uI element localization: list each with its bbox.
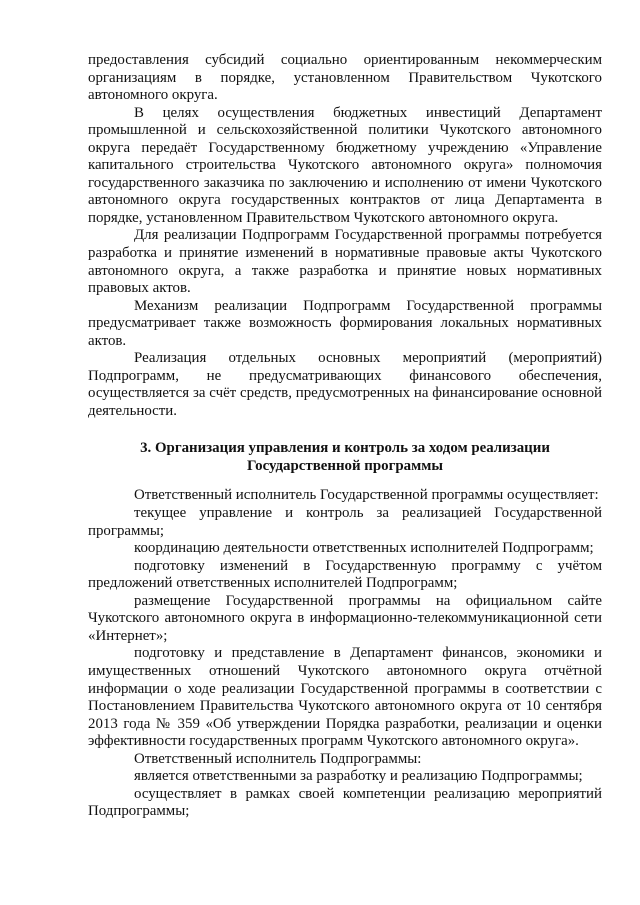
paragraph-reporting: подготовку и представление в Департамент финансов, экономики и имущественных отношений Чукотского автономного округа отчётной информации о ходе реализации Государственной программы в соответствии с Постановлением Правительства Чукотского автономного округа от 10 сентября 2013 года № 359 «Об утверждении Порядка разработки, реализации и оценки эффективности государственных программ Чукотского автономного округа». xyxy=(88,645,602,750)
page-content xyxy=(88,52,602,821)
paragraph-local-acts: Механизм реализации Подпрограмм Государственной программы предусматривает также возможность формирования локальных нормативных актов. xyxy=(88,297,602,349)
paragraph-current-management: текущее управление и контроль за реализацией Государственной программы; xyxy=(88,505,602,539)
paragraph-subsidies-continuation: предоставления субсидий социально ориентированным некоммерческим организациям в порядке, установленном Правительством Чукотского автономного округа. xyxy=(88,52,602,104)
paragraph-responsibility: является ответственными за разработку и реализацию Подпрограммы; xyxy=(134,768,583,785)
paragraph-normative-acts: Для реализации Подпрограмм Государственной программы потребуется разработка и принятие изменений в нормативные правовые акты Чукотского автономного округа, а также разработка и принятие новых нормативных правовых актов. xyxy=(88,227,602,297)
section-heading xyxy=(88,440,602,475)
section-heading-line-1: 3. Организация управления и контроль за ходом реализации xyxy=(140,440,550,457)
section-heading-line-2: Государственной программы xyxy=(247,457,443,474)
paragraph-implementation: осуществляет в рамках своей компетенции реализацию мероприятий Подпрограммы; xyxy=(88,785,602,820)
paragraph-executor-intro: Ответственный исполнитель Государственной программы осуществляет: xyxy=(134,487,599,504)
paragraph-unfunded-activities: Реализация отдельных основных мероприятий (мероприятий) Подпрограмм, не предусматривающих финансового обеспечения, осуществляется за счёт средств, предусмотренных на финансирование основной деятельности. xyxy=(88,350,602,419)
paragraph-publication: размещение Государственной программы на официальном сайте Чукотского автономного округа в информационно-телекоммуникационной сети «Интернет»; xyxy=(88,592,602,644)
paragraph-changes-preparation: подготовку изменений в Государственную программу с учётом предложений ответственных исполнителей Подпрограмм; xyxy=(88,557,602,592)
paragraph-budget-investments: В целях осуществления бюджетных инвестиций Департамент промышленной и сельскохозяйственной политики Чукотского автономного округа передаёт Государственному бюджетному учреждению «Управление капитального строительства Чукотского автономного округа» полномочия государственного заказчика по заключению и исполнению от имени Чукотского автономного округа государственных контрактов от лица Департамента в порядке, установленном Правительством Чукотского автономного округа. xyxy=(88,104,602,226)
paragraph-coordination: координацию деятельности ответственных исполнителей Подпрограмм; xyxy=(134,540,594,557)
paragraph-subprogram-executor-intro: Ответственный исполнитель Подпрограммы: xyxy=(134,750,422,767)
